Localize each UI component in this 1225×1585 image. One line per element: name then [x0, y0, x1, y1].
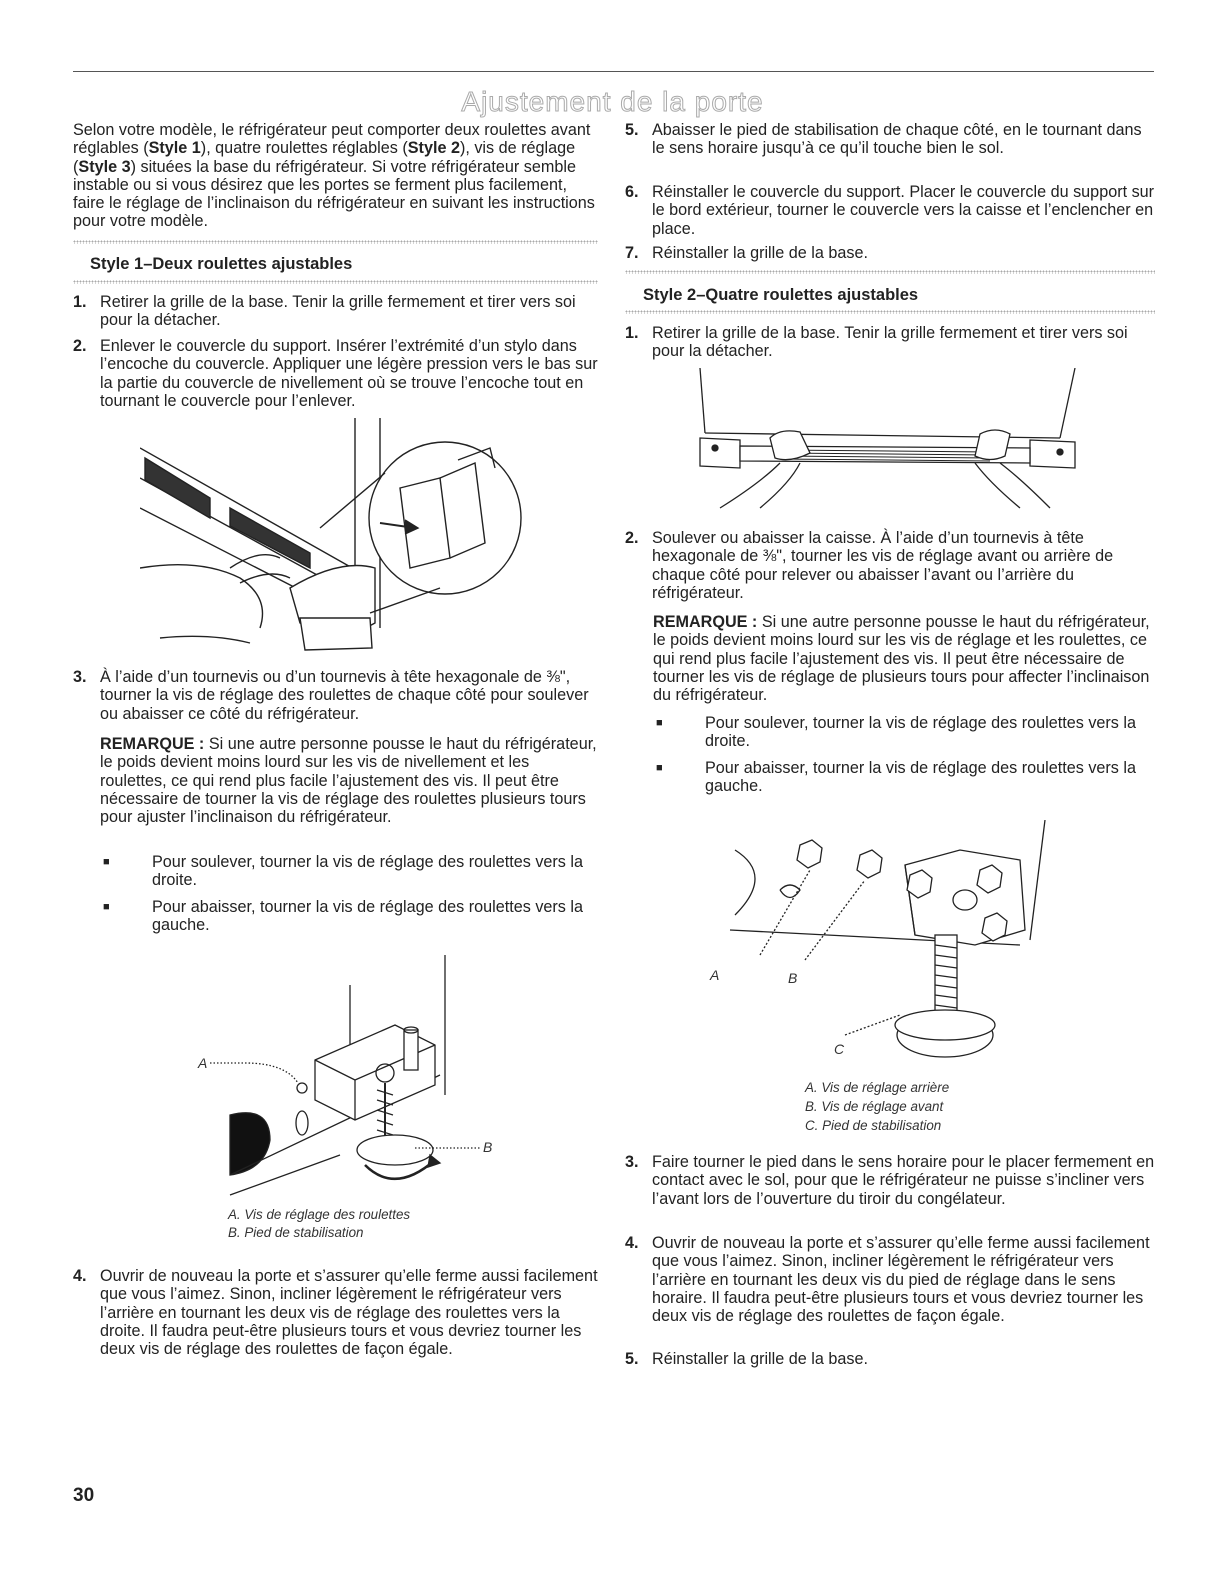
remark-text: Si une autre personne pousse le haut du réfrigérateur, le poids devient moins lourd sur les vis de nivellement et les roulettes, ce qui rend plus facile l’ajustement des vis. Il peut être nécessaire de tourner la vis de réglage des roulettes plusieurs tours pour ajuster l’inclinaison du réfrigérateur.: [100, 735, 597, 827]
style2-caption-b: B. Vis de réglage avant: [805, 1099, 944, 1114]
style1-step-5: [625, 121, 1155, 158]
label-b: B: [788, 970, 798, 986]
bullet-text: Pour abaisser, tourner la vis de réglage des roulettes vers la gauche.: [152, 898, 583, 935]
style1-step-7: [625, 244, 1155, 262]
style-reference: Style 3: [78, 157, 131, 176]
label-a: A: [710, 967, 720, 983]
style1-step-4: [73, 1267, 598, 1358]
label-b: B: [483, 1139, 493, 1155]
step-text: Retirer la grille de la base. Tenir la grille fermement et tirer vers soi pour la détacher.: [100, 293, 576, 330]
step-text: Réinstaller la grille de la base.: [652, 1350, 868, 1368]
step-text: Faire tourner le pied dans le sens horaire pour le placer fermement en contact avec le sol, pour que le réfrigérateur ne puisse s’incliner vers l’avant lors de l’ouverture du tiroir du congélateur.: [652, 1153, 1155, 1208]
style2-remark: [653, 613, 1155, 704]
divider: [73, 280, 598, 284]
bullet-text: Pour soulever, tourner la vis de réglage des roulettes vers la droite.: [152, 853, 583, 890]
roller-screw-illustration: [190, 955, 510, 1200]
step-text: Soulever ou abaisser la caisse. À l’aide d’un tournevis à tête hexagonale de ⅜", tourner les vis de réglage avant ou arrière de chaque côté pour relever ou abaisser l’avant ou l’arrière du réfrigérateur.: [652, 529, 1114, 602]
step-text: Réinstaller la grille de la base.: [652, 244, 868, 262]
divider: [625, 270, 1155, 274]
label-a: A: [198, 1055, 208, 1071]
remark-text: Si une autre personne pousse le haut du réfrigérateur, le poids devient moins lourd sur les vis de réglage et les roulettes, ce qui rend plus facile l’ajustement des vis. Il peut être nécessaire de tourner les vis de réglage de plusieurs tours pour affecter l’inclinaison du réfrigérateur.: [653, 613, 1150, 705]
style2-caption-c: C. Pied de stabilisation: [805, 1118, 942, 1133]
style2-heading: Style 2–Quatre roulettes ajustables: [643, 286, 919, 304]
bullet-text: Pour abaisser, tourner la vis de réglage des roulettes vers la gauche.: [705, 759, 1136, 796]
step-number: 5.: [625, 121, 639, 139]
bullet-square: ■: [656, 717, 663, 729]
page-number: 30: [73, 1485, 95, 1506]
style2-step-5: [625, 1350, 1155, 1368]
style1-bullet: [100, 898, 598, 935]
style1-remark: [100, 735, 598, 826]
step-text: Retirer la grille de la base. Tenir la grille fermement et tirer vers soi pour la détacher.: [652, 324, 1128, 361]
style2-caption-a: A. Vis de réglage arrière: [805, 1080, 950, 1095]
step-number: 4.: [73, 1267, 87, 1285]
divider: [625, 310, 1155, 314]
four-roller-illustration: [700, 820, 1060, 1070]
step-text: Ouvrir de nouveau la porte et s’assurer qu’elle ferme aussi facilement que vous l’aimez. Sinon, incliner légèrement le réfrigérateur vers l’arrière en tournant les deux vis du pied de réglage dans le sens horaire. Il faudra peut-être plusieurs tours et vous devriez tourner les deux vis de réglage des roulettes de façon égale.: [652, 1234, 1150, 1326]
label-c: C: [834, 1041, 845, 1057]
step-number: 3.: [625, 1153, 639, 1171]
style2-step-3: [625, 1153, 1155, 1208]
step-number: 2.: [625, 529, 639, 547]
bullet-square: ■: [656, 762, 663, 774]
step-number: 6.: [625, 183, 639, 201]
top-rule: [73, 71, 1154, 72]
style2-bullet: [653, 714, 1155, 751]
style1-step-6: [625, 183, 1155, 238]
cover-removal-illustration: [140, 418, 540, 658]
style2-step-4: [625, 1234, 1155, 1325]
style1-heading: Style 1–Deux roulettes ajustables: [90, 255, 353, 273]
remark-label: REMARQUE :: [653, 613, 758, 631]
step-text: À l’aide d’un tournevis ou d’un tournevis à tête hexagonale de ⅜", tourner la vis de réglage des roulettes de chaque côté pour soulever ou abaisser ce côté du réfrigérateur.: [100, 668, 589, 723]
style1-caption-b: B. Pied de stabilisation: [228, 1225, 364, 1240]
step-number: 4.: [625, 1234, 639, 1252]
style1-step-2: [73, 337, 598, 410]
intro-paragraph: Selon votre modèle, le réfrigérateur peut comporter deux roulettes avant réglables (Style 1), quatre roulettes réglables (Style 2), vis de réglage (Style 3) situées la base du réfrigérateur. Si votre réfrigérateur semble instable ou si vous désirez que les portes se ferment plus facilement, faire le réglage de l’inclinaison du réfrigérateur en suivant les instructions pour votre modèle.: [73, 121, 595, 231]
style-reference: Style 1: [148, 139, 201, 158]
bullet-square: ■: [103, 856, 110, 868]
step-text: Enlever le couvercle du support. Insérer l’extrémité d’un stylo dans l’encoche du couvercle. Appliquer une légère pression vers le bas sur la partie du couvercle de nivellement où se trouve l’encoche tout en tournant le couvercle pour l’enlever.: [100, 337, 598, 410]
base-grille-illustration: [690, 368, 1090, 513]
step-number: 1.: [73, 293, 87, 311]
step-number: 3.: [73, 668, 87, 686]
divider: [73, 240, 598, 244]
bullet-square: ■: [103, 901, 110, 913]
style2-bullet: [653, 759, 1155, 796]
step-number: 1.: [625, 324, 639, 342]
style1-step-3: [73, 668, 598, 723]
remark-label: REMARQUE :: [100, 735, 205, 753]
style2-step-2: [625, 529, 1155, 602]
style1-step-1: [73, 293, 598, 330]
step-text: Réinstaller le couvercle du support. Placer le couvercle du support sur le bord extérieur, tourner le couvercle vers la caisse et l’enclencher en place.: [652, 183, 1155, 238]
step-text: Ouvrir de nouveau la porte et s’assurer qu’elle ferme aussi facilement que vous l’aimez. Sinon, incliner légèrement le réfrigérateur vers l’arrière en tournant les deux vis de réglage des roulettes vers la droite. Il faudra peut-être plusieurs tours et vous devriez tourner les deux vis de réglage des roulettes de façon égale.: [100, 1267, 598, 1359]
style1-bullet: [100, 853, 598, 890]
style1-caption-a: A. Vis de réglage des roulettes: [228, 1207, 411, 1222]
bullet-text: Pour soulever, tourner la vis de réglage des roulettes vers la droite.: [705, 714, 1136, 751]
style-reference: Style 2: [407, 139, 460, 158]
step-number: 5.: [625, 1350, 639, 1368]
style2-step-1: [625, 324, 1155, 361]
step-number: 2.: [73, 337, 87, 355]
page-title: Ajustement de la porte: [461, 86, 764, 117]
step-number: 7.: [625, 244, 639, 262]
step-text: Abaisser le pied de stabilisation de chaque côté, en le tournant dans le sens horaire jusqu’à ce qu’il touche bien le sol.: [652, 121, 1142, 158]
